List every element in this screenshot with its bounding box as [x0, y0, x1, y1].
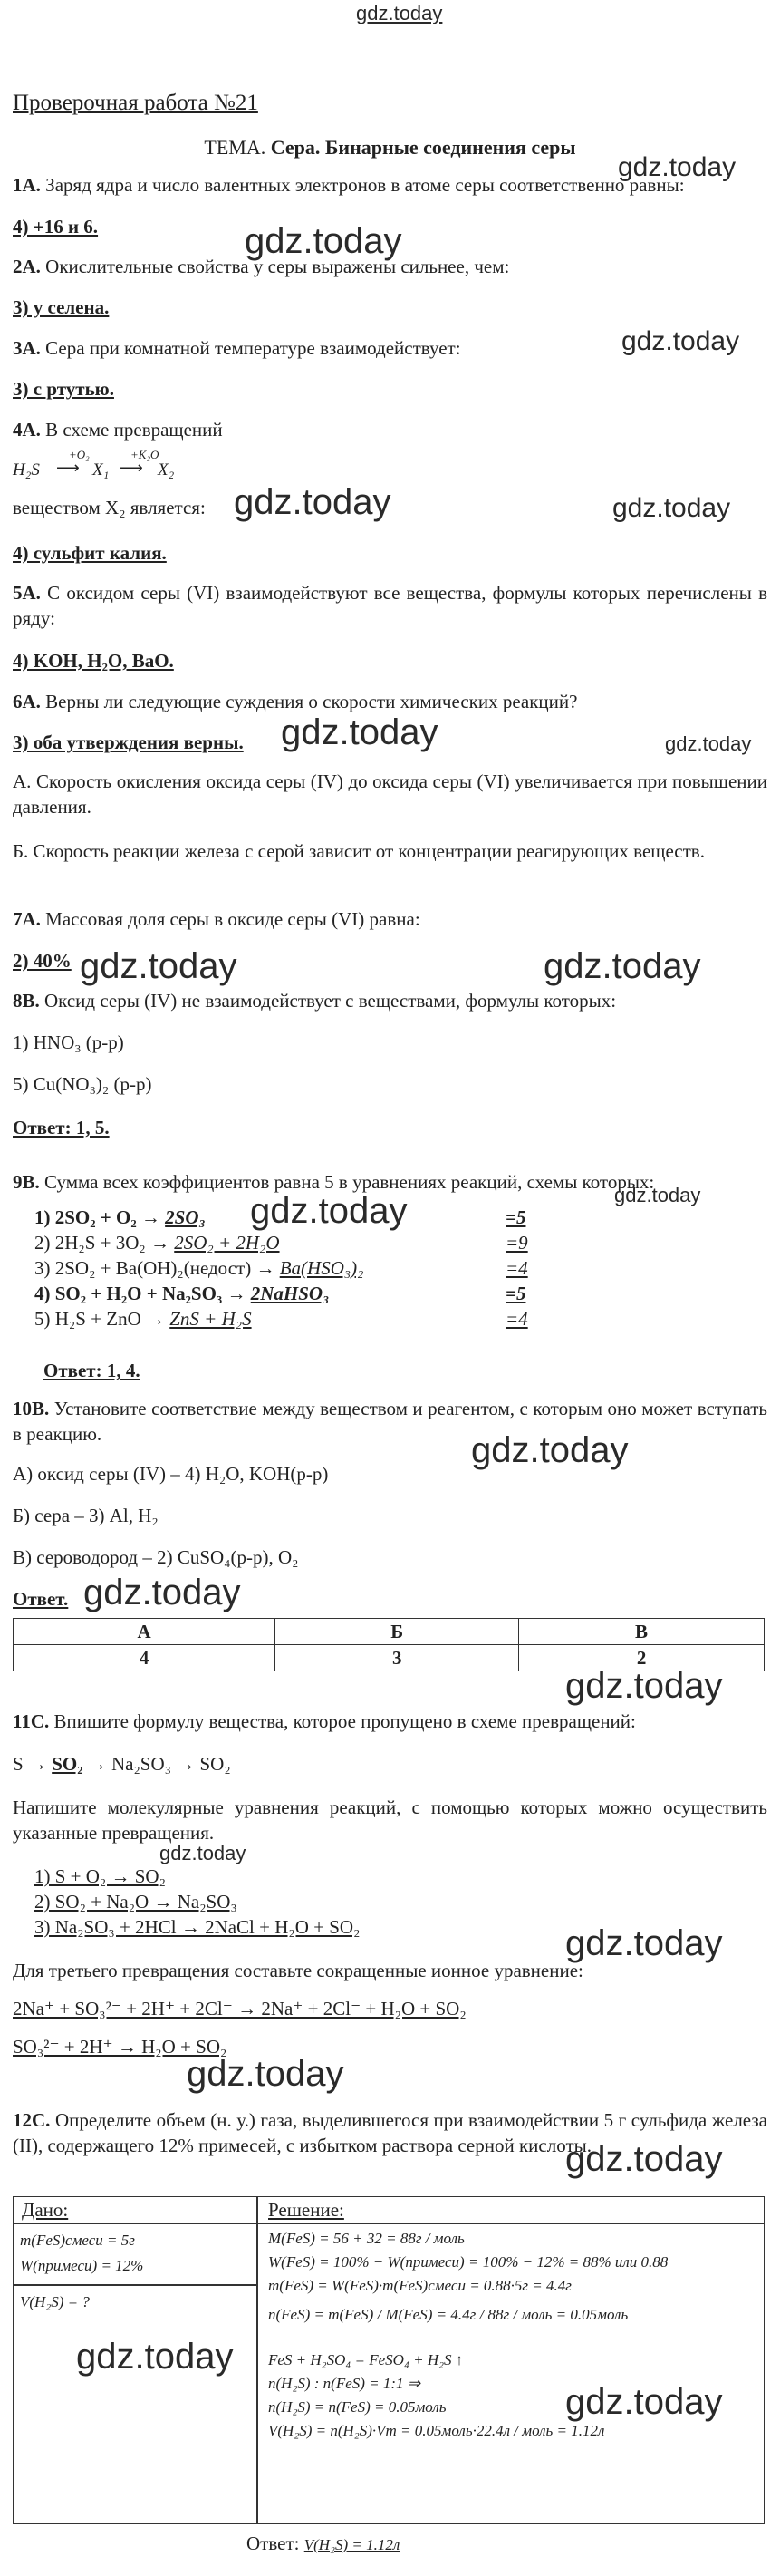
watermark: gdz.today	[614, 1184, 701, 1206]
watermark: gdz.today	[76, 2337, 234, 2377]
question-text: С оксидом серы (VI) взаимодействуют все вещества, формулы которых перечислены в ряду:	[13, 582, 768, 629]
watermark: gdz.today	[665, 732, 752, 755]
given-title: Дано:	[22, 2199, 69, 2221]
question-7	[13, 906, 767, 932]
question-number: 7А.	[13, 908, 41, 930]
equation-row	[34, 1307, 528, 1331]
answer-3: 3) с ртутью.	[13, 378, 114, 400]
question-text: В схеме превращений	[45, 419, 223, 441]
frame-header-line	[13, 2223, 765, 2224]
solution-line: n(H₂S) = n(FeS) = 0.05моль	[268, 2398, 447, 2416]
watermark: gdz.today	[565, 2139, 723, 2179]
scheme-start: H₂S	[13, 460, 40, 479]
table-cell: 2	[519, 1645, 765, 1671]
question-number: 4А.	[13, 419, 41, 441]
table-header: В	[519, 1619, 765, 1645]
watermark: gdz.today	[565, 1923, 723, 1963]
equation-3: 3) Na₂SO₃ + 2HCl → 2NaCl + H₂O + SO₂	[34, 1916, 361, 1938]
arrow-icon: ⟶	[120, 459, 143, 478]
watermark: gdz.today	[159, 1842, 246, 1864]
question-number: 8В.	[13, 990, 40, 1012]
question-4-text2: веществом X₂ является:	[13, 497, 206, 518]
solution-line: FeS + H₂SO₄ = FeSO₄ + H₂S ↑	[268, 2351, 464, 2368]
question-number: 6А.	[13, 691, 41, 712]
solution-line: M(FeS) = 56 + 32 = 88г / моль	[268, 2230, 465, 2247]
answer-5: 4) KOH, H₂O, BaO.	[13, 650, 174, 672]
answer-1: 4) +16 и 6.	[13, 216, 99, 237]
watermark: gdz.today	[565, 1666, 723, 1706]
equation-right: 2NaHSO₃	[250, 1283, 330, 1304]
watermark: gdz.today	[618, 152, 737, 182]
table-header: Б	[275, 1619, 519, 1645]
answer-12	[246, 2532, 400, 2555]
equation-right: Ba(HSO₃)₂	[279, 1257, 364, 1279]
answer-label-10: Ответ.	[13, 1588, 69, 1610]
table-header-row	[14, 1619, 765, 1645]
table-cell: 3	[275, 1645, 519, 1671]
question-number: 3А.	[13, 337, 41, 359]
question-11	[13, 1709, 767, 1734]
watermark: gdz.today	[471, 1430, 629, 1470]
scheme-part: → Na₂SO₃ → SO₂	[82, 1753, 231, 1775]
coefficient-sum: =5	[506, 1283, 526, 1304]
question-text: Оксид серы (IV) не взаимодействует с веществами, формулы которых:	[44, 990, 617, 1012]
equation-row	[34, 1282, 526, 1305]
table-cell: 4	[14, 1645, 275, 1671]
answer-6: 3) оба утверждения верны.	[13, 731, 244, 753]
given-separator	[13, 2284, 257, 2286]
answer-value: V(H₂S) = 1.12л	[303, 2536, 400, 2553]
watermark: gdz.today	[612, 493, 731, 523]
ion-equation-full: 2Na⁺ + SO₃²⁻ + 2H⁺ + 2Cl⁻ → 2Na⁺ + 2Cl⁻ + H₂O + SO₂	[13, 1998, 467, 2019]
solution-line: W(FeS) = 100% − W(примеси) = 100% − 12% = 88% или 0.88	[268, 2253, 669, 2271]
watermark: gdz.today	[234, 482, 391, 522]
ion-equation-short: SO₃²⁻ + 2H⁺ → H₂O + SO₂	[13, 2036, 227, 2058]
question-text: Сумма всех коэффициентов равна 5 в уравнениях реакций, схемы которых:	[44, 1171, 655, 1193]
header-watermark: gdz.today	[356, 2, 443, 24]
question-text: Определите объем (н. у.) газа, выделившегося при взаимодействии 5 г сульфида железа (II), содержащего 12% примесей, с избытком раствора серной кислоты.	[13, 2109, 767, 2156]
solution-line: m(FeS) = W(FeS)·m(FeS)смеси = 0.88·5г = 4.4г	[268, 2277, 572, 2294]
statement-b: Б. Скорость реакции железа с серой зависит от концентрации реагирующих веществ.	[13, 840, 705, 862]
find: V(H₂S) = ?	[20, 2293, 90, 2310]
scheme-x2: X₂	[158, 460, 175, 479]
question-number: 11С.	[13, 1710, 50, 1732]
watermark: gdz.today	[565, 2382, 723, 2422]
equation-left: 3) 2SO₂ + Ba(OH)₂(недост) →	[34, 1257, 280, 1279]
equation-right: 2SO₃	[165, 1206, 206, 1228]
question-number: 2А.	[13, 256, 41, 277]
question-number: 5А.	[13, 582, 41, 604]
watermark: gdz.today	[621, 326, 740, 356]
table-header: А	[14, 1619, 275, 1645]
equation-left: 1) 2SO₂ + O₂ →	[34, 1206, 166, 1228]
page-title: Проверочная работа №21	[13, 91, 258, 115]
answer-table	[13, 1618, 765, 1671]
question-text: Установите соответствие между веществом и реагентом, с которым оно может вступать в реакцию.	[13, 1398, 768, 1445]
given-1: m(FeS)смеси = 5г	[20, 2232, 135, 2249]
arrow-label-2: +K₂O	[130, 448, 159, 461]
scheme-q11	[13, 1751, 767, 1777]
question-text: Массовая доля серы в оксиде серы (VI) равна:	[45, 908, 420, 930]
question-text: Окислительные свойства у серы выражены сильнее, чем:	[45, 256, 510, 277]
match-b: Б) сера – 3) Al, H₂	[13, 1505, 159, 1526]
coefficient-sum: =4	[506, 1308, 528, 1330]
question-6	[13, 689, 767, 714]
match-c: В) сероводород – 2) CuSO₄(р-р), O₂	[13, 1546, 299, 1568]
watermark: gdz.today	[281, 712, 438, 752]
watermark: gdz.today	[83, 1573, 241, 1612]
equation-left: 4) SO₂ + H₂O + Na₂SO₃ →	[34, 1283, 251, 1304]
question-11-text2: Напишите молекулярные уравнения реакций, с помощью которых можно осуществить указанные превращения.	[13, 1796, 767, 1844]
topic: Сера. Бинарные соединения серы	[270, 136, 576, 159]
question-8	[13, 988, 767, 1013]
watermark: gdz.today	[250, 1191, 408, 1231]
coefficient-sum: =9	[506, 1232, 528, 1254]
equation-row	[34, 1256, 528, 1280]
coefficient-sum: =5	[506, 1206, 526, 1228]
answer-8: Ответ: 1, 5.	[13, 1117, 110, 1138]
scheme-part: S →	[13, 1753, 53, 1775]
answer-4: 4) сульфит калия.	[13, 542, 167, 564]
question-11-text3: Для третьего превращения составьте сокращенные ионное уравнение:	[13, 1960, 583, 1981]
question-5	[13, 580, 767, 631]
arrow-icon: ⟶	[56, 459, 80, 478]
match-a: А) оксид серы (IV) – 4) H₂O, KOH(р-р)	[13, 1463, 329, 1485]
equation-2: 2) SO₂ + Na₂O → Na₂SO₃	[34, 1891, 237, 1913]
answer-9: Ответ: 1, 4.	[43, 1360, 140, 1381]
answer-7: 2) 40%	[13, 950, 72, 972]
option-5: 5) Cu(NO₃)₂ (р-р)	[13, 1073, 152, 1095]
equation-right: 2SO₂ + 2H₂O	[174, 1232, 280, 1254]
question-text: Сера при комнатной температуре взаимодействует:	[45, 337, 461, 359]
question-number: 12С.	[13, 2109, 51, 2131]
equation-row	[34, 1231, 528, 1254]
watermark: gdz.today	[544, 946, 701, 986]
scheme-missing: SO₂	[52, 1753, 83, 1775]
equation-right: ZnS + H₂S	[169, 1308, 252, 1330]
question-number: 10В.	[13, 1398, 50, 1419]
arrow-label-1: +O₂	[69, 448, 90, 461]
given-2: W(примеси) = 12%	[20, 2257, 144, 2274]
question-number: 1А.	[13, 174, 41, 196]
solution-line: V(H₂S) = n(H₂S)·Vm = 0.05моль·22.4л / моль = 1.12л	[268, 2422, 605, 2439]
scheme-x1: X₁	[92, 460, 110, 479]
option-1: 1) HNO₃ (р-р)	[13, 1031, 124, 1053]
answer-2: 3) у селена.	[13, 296, 110, 318]
equation-1: 1) S + O₂ → SO₂	[34, 1865, 166, 1887]
watermark: gdz.today	[187, 2054, 344, 2094]
question-text: Верны ли следующие суждения о скорости химических реакций?	[45, 691, 578, 712]
question-text: Заряд ядра и число валентных электронов в атоме серы соответственно равны:	[45, 174, 685, 196]
statement-a: А. Скорость окисления оксида серы (IV) до оксида серы (VI) увеличивается при повышении давления.	[13, 770, 767, 818]
question-4	[13, 417, 767, 442]
answer-prefix: Ответ:	[246, 2532, 304, 2554]
watermark: gdz.today	[245, 221, 402, 261]
topic-prefix: ТЕМА.	[204, 136, 271, 159]
solution-title: Решение:	[268, 2199, 344, 2221]
equation-left: 2) 2H₂S + 3O₂ →	[34, 1232, 175, 1254]
solution-line: n(H₂S) : n(FeS) = 1:1 ⇒	[268, 2375, 421, 2392]
solution-line: n(FeS) = m(FeS) / M(FeS) = 4.4г / 88г / моль = 0.05моль	[268, 2306, 629, 2323]
watermark: gdz.today	[80, 946, 237, 986]
question-text: Впишите формулу вещества, которое пропущено в схеме превращений:	[53, 1710, 636, 1732]
frame-divider	[256, 2196, 258, 2523]
question-number: 9В.	[13, 1171, 40, 1193]
equation-left: 5) H₂S + ZnO →	[34, 1308, 170, 1330]
coefficient-sum: =4	[506, 1257, 528, 1279]
scheme-q4	[13, 448, 284, 484]
question-10	[13, 1396, 767, 1447]
